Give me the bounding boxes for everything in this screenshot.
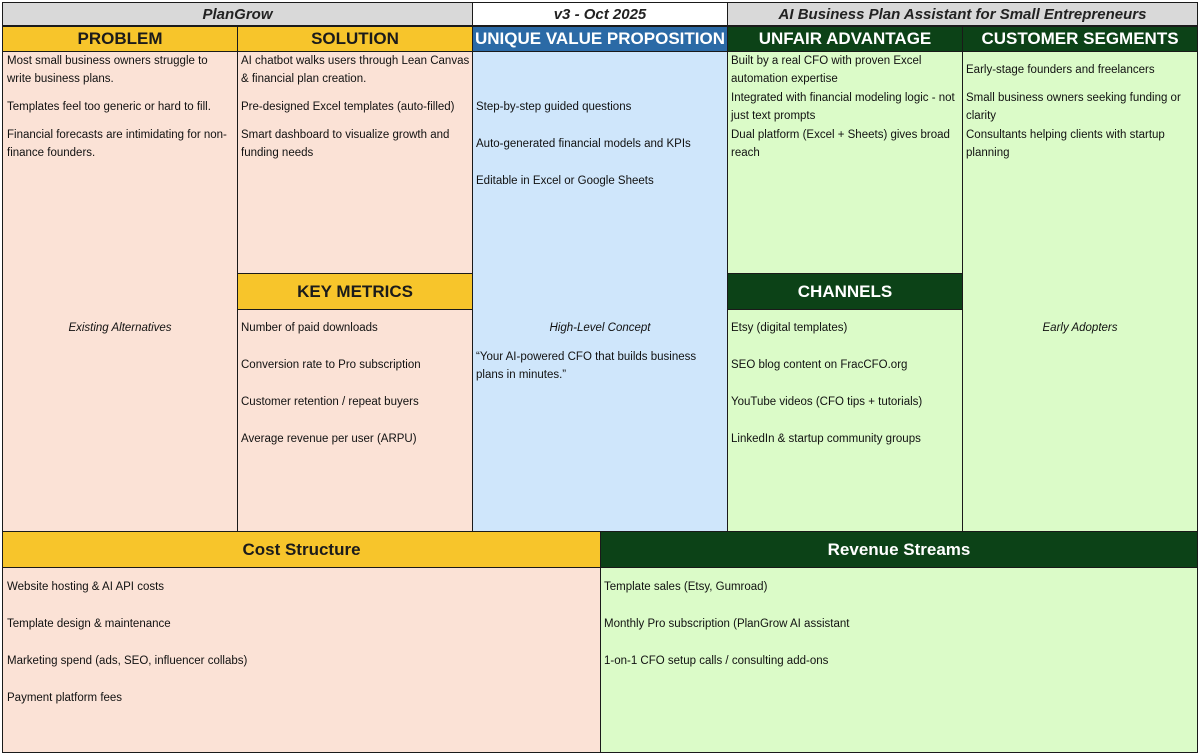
unfair-advantage-item: Integrated with financial modeling logic - not just text prompts xyxy=(731,92,955,122)
channels-item: YouTube videos (CFO tips + tutorials) xyxy=(731,396,923,408)
revenue-streams-item: 1-on-1 CFO setup calls / consulting add-ons xyxy=(604,655,829,667)
uvp-item: Step-by-step guided questions xyxy=(476,101,632,113)
high-level-concept-text: “Your AI-powered CFO that builds business plans in minutes.” xyxy=(476,351,697,381)
customer-segments-title: CUSTOMER SEGMENTS xyxy=(962,26,1198,52)
high-level-concept-label: High-Level Concept xyxy=(549,322,651,334)
customer-segments-item: Early-stage founders and freelancers xyxy=(966,64,1155,76)
cost-structure-item: Marketing spend (ads, SEO, influencer collabs) xyxy=(7,655,248,667)
early-adopters-label: Early Adopters xyxy=(1042,322,1118,334)
cost-structure-item: Website hosting & AI API costs xyxy=(7,581,165,593)
uvp-title: UNIQUE VALUE PROPOSITION xyxy=(472,26,728,52)
version-cell[interactable] xyxy=(472,2,728,26)
tagline-cell[interactable] xyxy=(727,2,1198,26)
problem-item: Templates feel too generic or hard to fill. xyxy=(7,101,211,113)
channels-item: SEO blog content on FracCFO.org xyxy=(731,359,908,371)
customer-segments-item: Consultants helping clients with startup planning xyxy=(966,129,1165,159)
cost-structure-item: Template design & maintenance xyxy=(7,618,171,630)
uvp-item: Editable in Excel or Google Sheets xyxy=(476,175,654,187)
key-metrics-body[interactable] xyxy=(237,309,473,532)
problem-item: Most small business owners struggle to write business plans. xyxy=(7,55,208,85)
channels-item: LinkedIn & startup community groups xyxy=(731,433,921,445)
solution-title: SOLUTION xyxy=(237,26,473,52)
customer-segments-item: Small business owners seeking funding or clarity xyxy=(966,92,1181,122)
cost-structure-item: Payment platform fees xyxy=(7,692,123,704)
key-metrics-item: Customer retention / repeat buyers xyxy=(241,396,419,408)
key-metrics-item: Number of paid downloads xyxy=(241,322,378,334)
cost-structure-title: Cost Structure xyxy=(2,531,601,568)
tagline: AI Business Plan Assistant for Small Entrepreneurs xyxy=(778,5,1147,23)
key-metrics-title: KEY METRICS xyxy=(237,273,473,310)
problem-title: PROBLEM xyxy=(2,26,238,52)
uvp-body[interactable] xyxy=(472,51,728,532)
channels-body[interactable] xyxy=(727,309,963,532)
solution-item: Pre-designed Excel templates (auto-filled) xyxy=(241,101,455,113)
key-metrics-item: Conversion rate to Pro subscription xyxy=(241,359,421,371)
problem-item: Financial forecasts are intimidating for non-finance founders. xyxy=(7,129,227,159)
revenue-streams-item: Template sales (Etsy, Gumroad) xyxy=(604,581,768,593)
key-metrics-item: Average revenue per user (ARPU) xyxy=(241,433,417,445)
channels-title: CHANNELS xyxy=(727,273,963,310)
problem-body[interactable] xyxy=(2,51,238,532)
product-name-cell[interactable] xyxy=(2,2,473,26)
existing-alternatives-label: Existing Alternatives xyxy=(68,322,172,334)
product-name: PlanGrow xyxy=(202,5,273,23)
revenue-streams-title: Revenue Streams xyxy=(600,531,1198,568)
unfair-advantage-item: Built by a real CFO with proven Excel automation expertise xyxy=(731,55,922,85)
unfair-advantage-item: Dual platform (Excel + Sheets) gives broad reach xyxy=(731,129,950,159)
revenue-streams-item: Monthly Pro subscription (PlanGrow AI assistant xyxy=(604,618,850,630)
uvp-item: Auto-generated financial models and KPIs xyxy=(476,138,691,150)
solution-item: AI chatbot walks users through Lean Canvas & financial plan creation. xyxy=(241,55,470,85)
channels-item: Etsy (digital templates) xyxy=(731,322,848,334)
unfair-advantage-title: UNFAIR ADVANTAGE xyxy=(727,26,963,52)
solution-item: Smart dashboard to visualize growth and funding needs xyxy=(241,129,450,159)
version-label: v3 - Oct 2025 xyxy=(553,5,647,23)
